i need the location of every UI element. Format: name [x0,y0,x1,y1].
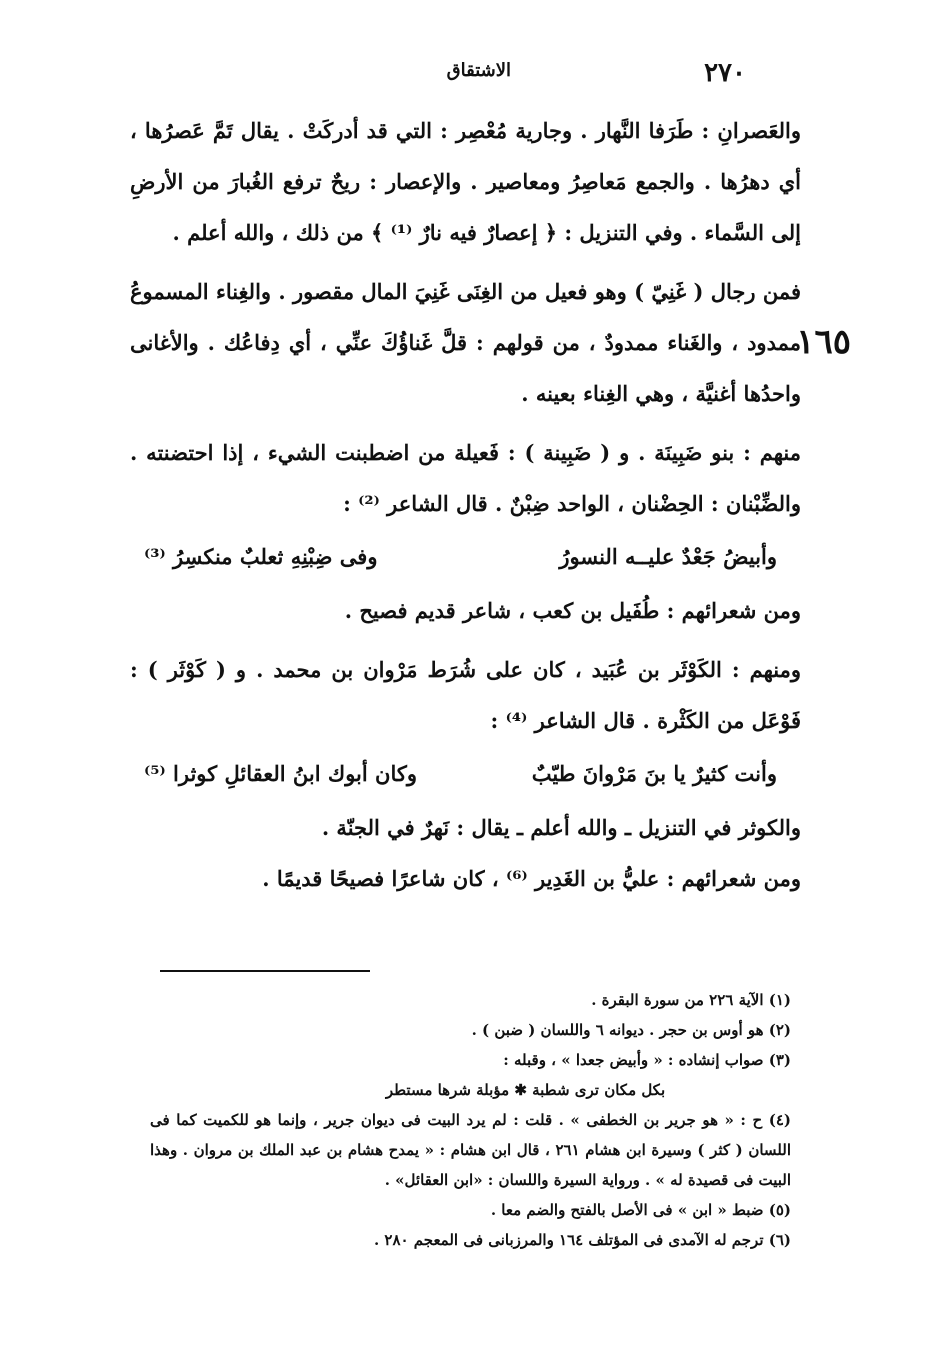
verse-1-first-hemistich: وأبيضُ جَعْدٌ عليــه النسورُ [559,544,777,569]
paragraph-ali-ghadir: ومن شعرائهم : عليُّ بن الغَدِير ⁽⁶⁾ ، كان شاعرًا فصيحًا قديمًا . [262,866,801,891]
verse-2-second-hemistich: وكان أبوك ابنُ العقائلِ كوثرا ⁽⁵⁾ [144,761,417,786]
paragraph-ghani: فمن رجال ( غَنِيّ ) وهو فعيل من الغِنَى غَنِيَ المال مقصور . والغِناء المسموعُ ممدود ، والغَناء ممدودٌ ، من قولهم : قلَّ غَناؤُكَ عنِّي ، أي دِفاعُك . والأغانى واحدُها أغنيَّة ، وهي الغِناء بعينه . [130,279,801,406]
verse-2-first-hemistich: وأنت كثيرٌ يا بنَ مَرْوانَ طيّبٌ [531,761,777,786]
verse-line-1 [130,529,801,585]
footnotes [150,985,791,1255]
paragraph-asran: والعَصرانِ : طَرَفا النَّهار . وجارية مُعْصِر : التي قد أدركَتْ . يقال تَمَّ عَصرُها ، أي دهرُها . والجمع مَعاصِرُ ومعاصير . والإعصار : ريحٌ ترفع الغُبارَ من الأرضِ إلى السَّماء . وفي التنزيل : ﴿ إعصارٌ فيه نارٌ ⁽¹⁾ ﴾ من ذلك ، والله أعلم . [130,118,801,245]
footnote-3-verse: بكل مكان ترى شطبة ✱ مؤبلة شرها مستطر [385,1081,666,1099]
page-header [60,58,891,88]
main-text [130,105,801,904]
footnote-5: (٥) ضبط « ابن » فى الأصل بالفتح والضم معا . [490,1201,791,1219]
running-title: الاشتقاق [446,60,511,81]
verse-line-2 [130,746,801,802]
footnote-6: (٦) ترجم له الآمدى فى المؤتلف ١٦٤ والمرزبانى فى المعجم ٢٨٠ . [373,1231,791,1249]
footnote-divider [160,970,370,972]
footnote-2: (٢) هو أوس بن حجر . ديوانه ٦ واللسان ( ضبن ) . [471,1021,791,1039]
footnote-1: (١) الآية ٢٢٦ من سورة البقرة . [591,991,791,1009]
verse-1-second-hemistich: وفى ضِبْنِهِ ثعلبٌ منكسِرُ ⁽³⁾ [144,544,378,569]
paragraph-kawthar: ومنهم : الكَوْثَر بن عُبَيد ، كان على شُرَط مَرْوان بن محمد . و ( كَوْثَر ) : فَوْعَل من الكَثْرة . قال الشاعر ⁽⁴⁾ : [130,657,801,733]
entry-number: ١٦٥ [796,322,851,362]
footnote-4: (٤) ح : « هو جرير بن الخطفى » . قلت : لم يرد البيت فى ديوان جرير ، وإنما هو للكميت كما فى اللسان ( كثر ) وسيرة ابن هشام ٢٦١ ، قال ابن هشام : « يمدح هشام بن عبد الملك بن مروان . وهذا البيت فى قصيدة له » . ورواية السيرة واللسان : «ابن العقائل» . [150,1111,791,1189]
paragraph-dabina: منهم : بنو ضَبِينَة . و ( ضَبِينة ) : فَعيلة من اضطبنت الشيء ، إذا احتضنته . والضِّبْنان : الحِضْنان ، الواحد ضِبْنٌ . قال الشاعر ⁽²⁾ : [130,440,801,516]
paragraph-kawthar-tanzil: والكوثر في التنزيل ـ والله أعلم ـ يقال : نَهرٌ في الجنّة . [321,815,801,840]
footnote-3: (٣) صواب إنشاده : « وأبيض جعدا » ، وقبله : [503,1051,791,1069]
page-number: ٢٧٠ [704,58,746,88]
paragraph-tufayl: ومن شعرائهم : طُفَيل بن كعب ، شاعر قديم فصيح . [344,598,801,623]
